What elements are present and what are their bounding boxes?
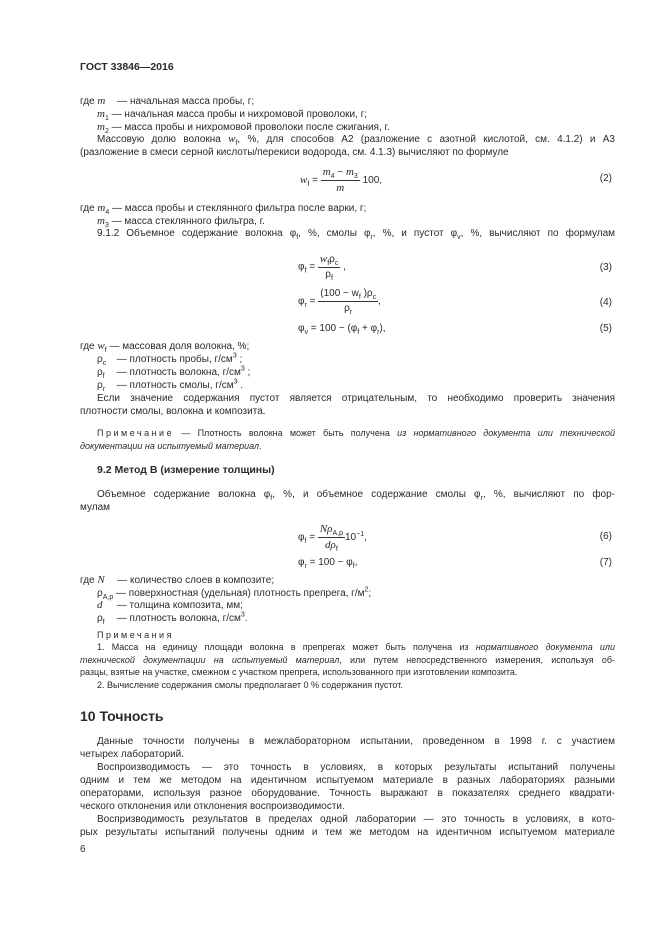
definition-line: d — толщина композита, мм; bbox=[97, 599, 243, 611]
paragraph-line: (разложение в смеси серной кислоты/перекиси водорода, см. 4.1.3) вычисляют по формуле bbox=[80, 147, 509, 158]
equation-number: (6) bbox=[599, 531, 612, 542]
equation-number: (5) bbox=[599, 323, 612, 334]
equation-number: (2) bbox=[599, 173, 612, 184]
equation-7: $\varphi_r = 100 - \varphi_f$, bbox=[298, 557, 358, 570]
note-line: технической документации на испытуемый материал, или путем непосредственного измерения, используя об- bbox=[80, 655, 615, 665]
equation-number: (7) bbox=[599, 557, 612, 568]
definition-line: $\rho_r$ — плотность смолы, $г/см^3$ . bbox=[97, 378, 244, 393]
definition-line: $\rho_f$ — плотность волокна, $г/см^3$. bbox=[97, 611, 248, 626]
definition-line: $m_2$ — масса пробы и нихромовой проволоки после сжигания, г. bbox=[97, 121, 390, 135]
definition-line: где $w_f$ — массовая доля волокна, %; bbox=[80, 340, 250, 354]
definition-line: $\rho_{A,p}$ — поверхностная (удельная) плотность препрега, $г/м^2$; bbox=[97, 586, 372, 601]
note-line: документации на испытуемый материал. bbox=[80, 441, 262, 451]
paragraph-line: мулам bbox=[80, 502, 111, 513]
paragraph-line: 9.1.2 Объемное содержание волокна $\varphi_f$, %, смолы $\varphi_r$, %, и пустот $\varphi_v$, %, вычисляют по формулам bbox=[97, 228, 616, 241]
equation-2: $w_f$ = $\frac{m_4 - m_3}{m}$ 100, bbox=[300, 166, 383, 194]
paragraph-line: Данные точности получены в межлабораторном испытании, проведенном в 1998 г. с участием bbox=[97, 736, 615, 747]
definition-line: $m_3$ — масса стеклянного фильтра, г. bbox=[97, 215, 265, 229]
equation-6: $\varphi_f$ = $\frac{N\rho_{A,p}}{d\rho_f}$ $10^{-1}$, bbox=[298, 523, 367, 553]
paragraph-line: Воспризводимость результатов в пределах одной лаборатории — это точность в условиях, в кото- bbox=[97, 814, 615, 825]
document-header: ГОСТ 33846—2016 bbox=[80, 61, 174, 73]
equation-number: (3) bbox=[599, 262, 612, 273]
page-number: 6 bbox=[80, 844, 86, 855]
paragraph-line: Массовую долю волокна $w_f$, %, для способов А2 (разложение с азотной кислотой, см. 4.1.2) и А3 bbox=[97, 133, 615, 147]
paragraph-line: Воспроизводимость — это точность в условиях, в которых результаты испытаний получены bbox=[97, 762, 615, 773]
note-line: Примечание — Плотность волокна может быть получена из нормативного документа или технической bbox=[97, 428, 615, 438]
definition-line: где N — количество слоев в композите; bbox=[80, 574, 275, 586]
definition-line: $\rho_f$ — плотность волокна, $г/см^3$ ; bbox=[97, 365, 251, 380]
definition-line: где m — начальная масса пробы, г; bbox=[80, 95, 255, 107]
definition-line: $m_1$ — начальная масса пробы и нихромовой проволоки, г; bbox=[97, 108, 368, 122]
section-heading-9-2: 9.2 Метод В (измерение толщины) bbox=[97, 464, 275, 476]
paragraph-line: плотности смолы, волокна и композита. bbox=[80, 406, 266, 417]
equation-number: (4) bbox=[599, 297, 612, 308]
equation-5: $\varphi_v = 100 - (\varphi_f + \varphi_r)$, bbox=[298, 323, 386, 336]
paragraph-line: Объемное содержание волокна $\varphi_f$, %, и объемное содержание смолы $\varphi_r$, %, вычисляют по фор- bbox=[97, 489, 616, 502]
note-line: 2. Вычисление содержания смолы предполагает 0 % содержания пустот. bbox=[97, 680, 403, 690]
paragraph-line: операторами, используя разное оборудование. Точность выражают в показателях среднего квадрати- bbox=[80, 788, 615, 799]
definition-line: где $m_4$ — масса пробы и стеклянного фильтра после варки, г; bbox=[80, 202, 367, 216]
section-heading-10: 10 Точность bbox=[80, 708, 164, 724]
note-line: 1. Масса на единицу площади волокна в препрегах может быть получена из нормативного документа или bbox=[97, 642, 615, 652]
paragraph-line: ческого отклонения или отклонения воспроизводимости. bbox=[80, 801, 345, 812]
paragraph-line: одним и тем же методом на идентичном испытуемом материале в разных лабораториях разными bbox=[80, 775, 615, 786]
definition-line: $\rho_c$ — плотность пробы, $г/см^3$ ; bbox=[97, 352, 243, 367]
paragraph-line: четырех лабораторий. bbox=[80, 749, 185, 760]
notes-label: Примечания bbox=[97, 630, 174, 640]
note-line: разцы, взятые на участке, смежном с участком препрега, использованного при изготовлении композита. bbox=[80, 667, 518, 677]
paragraph-line: рых результаты испытаний получены одним и тем же методом на идентичном испытуемом материале bbox=[80, 827, 615, 838]
equation-3: $\varphi_f$ = $\frac{w_f\rho_c}{\rho_f}$ , bbox=[298, 253, 346, 282]
equation-4: $\varphi_r$ = $\frac{(100 - w_f )\rho_c}{\rho_r}$ , bbox=[298, 288, 381, 316]
paragraph-line: Если значение содержания пустот является отрицательным, то необходимо проверить значения bbox=[97, 393, 615, 404]
